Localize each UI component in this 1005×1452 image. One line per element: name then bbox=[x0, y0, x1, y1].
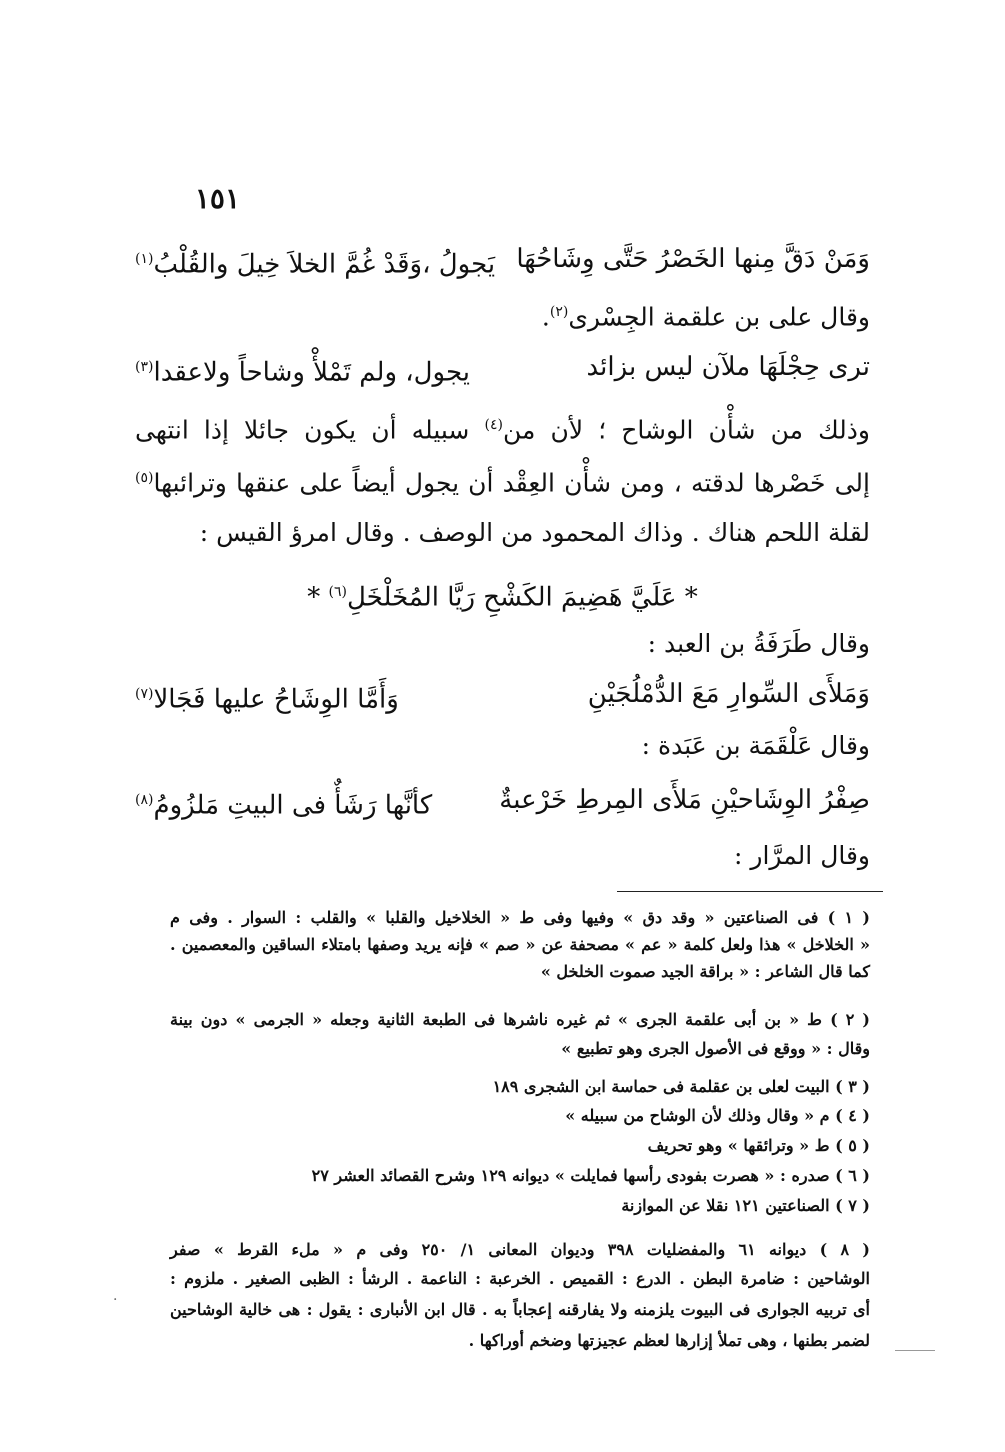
verse-5-second-hemistich bbox=[135, 778, 432, 828]
intro-jisri bbox=[542, 292, 870, 337]
intro-marrar: وقال المرَّار : bbox=[734, 841, 870, 870]
footnote-1-line-3: كما قال الشاعر : « براقة الجيد صموت الخلخل » bbox=[540, 962, 870, 981]
prose-line-1-b: سبيله أن يكون جائلا إذا انتهى bbox=[135, 415, 485, 445]
verse-4-second-hemistich bbox=[135, 672, 399, 722]
verse-5-second-text: كأنَّها رَشَأٌ فى البيتِ مَلزُومُ bbox=[153, 790, 433, 821]
prose-line-2-a: إلى خَصْرها لدقته ، ومن شأْن العِقْد أن يجول أيضاً على عنقها وترائبها bbox=[153, 468, 870, 498]
prose-line-3: لقلة اللحم هناك . وذاك المحمود من الوصف . وقال امرؤ القيس : bbox=[199, 518, 870, 547]
footnote-1-line-1: ( ١ ) فى الصناعتين « وقد دق » وفيها وفى ط « الخلاخيل والقلبا » والقلب : السوار . وفى م bbox=[170, 908, 870, 927]
verse-1-second-hemistich bbox=[135, 237, 495, 287]
verse-5-first-hemistich: صِفْرُ الوِشَاحيْنِ مَلأَى المِرطِ خَرْعبةٌ bbox=[499, 785, 870, 815]
footnote-7: ( ٧ ) الصناعتين ١٢١ نقلا عن الموازنة bbox=[621, 1196, 870, 1215]
footnote-ref-6: (٦) bbox=[328, 584, 347, 600]
prose-line-1 bbox=[135, 405, 870, 450]
verse-1-first-hemistich: وَمَنْ دَقَّ مِنها الخَصْرُ حَتَّى وِشَاحُهَا bbox=[516, 244, 870, 274]
footnote-3: ( ٣ ) البيت لعلى بن عقلمة فى حماسة ابن الشجرى ١٨٩ bbox=[492, 1077, 870, 1096]
intro-jisri-end: . bbox=[541, 302, 550, 332]
verse-4-first-hemistich: وَمَلأَى السِّوارِ مَعَ الدُّمْلُجَيْنِ bbox=[587, 679, 870, 709]
prose-line-2 bbox=[135, 458, 870, 503]
footnote-ref-8: (٨) bbox=[135, 792, 154, 808]
verse-3-star-end: * bbox=[307, 582, 321, 613]
footnote-5: ( ٥ ) ط « وترائقها » وهو تحريف bbox=[647, 1136, 870, 1155]
footnote-8-line-1: ( ٨ ) ديوانه ٦١ والمفضليات ٣٩٨ وديوان المعانى ١/ ٢٥٠ وفى م « ملء القرط » صفر bbox=[170, 1240, 870, 1259]
footnote-ref-3: (٣) bbox=[135, 359, 154, 375]
footnote-8-line-4: لضمر بطنها ، وهى تملأ إزارها لعظم عجيزتها وضخم أوراكها . bbox=[468, 1331, 870, 1350]
margin-speck: · bbox=[113, 1292, 118, 1308]
footnote-ref-1: (١) bbox=[135, 251, 154, 267]
verse-4 bbox=[135, 672, 870, 716]
verse-1 bbox=[135, 237, 870, 281]
footnote-ref-5: (٥) bbox=[135, 470, 154, 486]
verse-3-text: عَلَيَّ هَضِيمَ الكَشْحِ رَيَّا المُخَلْخَلِ bbox=[346, 582, 677, 613]
verse-3-star-start: * bbox=[684, 582, 698, 613]
footnote-8-line-2: الوشاحين : ضامرة البطن . الدرع : القميص . الخرعبة : الناعمة . الرشأ : الظبى الصغير . ملزوم : bbox=[170, 1269, 870, 1288]
footnote-separator bbox=[617, 891, 883, 892]
footnote-ref-2: (٢) bbox=[549, 304, 569, 320]
footnote-6: ( ٦ ) صدره : « هصرت بفودى رأسها فمايلت » ديوانه ١٢٩ وشرح القصائد العشر ٢٧ bbox=[311, 1166, 870, 1185]
intro-jisri-text: وقال على بن علقمة الجِسْرى bbox=[568, 302, 870, 332]
intro-tarafa: وقال طَرَفَةُ بن العبد : bbox=[647, 629, 870, 658]
intro-alqama: وقال عَلْقَمَة بن عَبَدة : bbox=[641, 731, 870, 760]
footnote-ref-7: (٧) bbox=[135, 686, 154, 702]
verse-2-second-hemistich bbox=[135, 345, 470, 395]
footnote-2-line-1: ( ٢ ) ط « بن أبى علقمة الجرى » ثم غيره ناشرها فى الطبعة الثانية وجعله « الجرمى » دون بينة bbox=[170, 1010, 870, 1029]
prose-line-1-a: وذلك من شأْن الوشاح ؛ لأن من bbox=[502, 415, 870, 445]
verse-3 bbox=[135, 570, 870, 620]
footnote-1-line-2: « الخلاخل » هذا ولعل كلمة « عم » مصحفة عن « صم » فإنه يريد وصفها بامتلاء الساقين والمعصمين . bbox=[170, 935, 871, 954]
footnote-2-line-2: وقال : « ووقع فى الأصول الجرى وهو تطبيع » bbox=[561, 1039, 870, 1058]
page-number: ١٥١ bbox=[194, 182, 240, 215]
verse-1-second-text: يَجولُ ،وَقَدْ غُمَّ الخلاَ خِيلَ والقُلْبُ bbox=[153, 249, 496, 280]
verse-4-second-text: وَأَمَّا الوِشَاحُ عليها فَجَالا bbox=[153, 684, 399, 715]
verse-5 bbox=[135, 778, 870, 822]
footnote-8-line-3: أى تربيه الجوارى فى البيوت يلزمنه ولا يفارقنه إعجاباً به . قال ابن الأنبارى : يقول : هى خالية الوشاحين bbox=[170, 1300, 870, 1319]
verse-2-second-text: يجول، ولم تَمْلأْ وشاحاً ولاعقدا bbox=[153, 357, 471, 388]
verse-2 bbox=[135, 345, 870, 389]
footnote-4: ( ٤ ) م « وقال وذلك لأن الوشاح من سبيله » bbox=[565, 1106, 870, 1125]
footnote-ref-4: (٤) bbox=[484, 417, 503, 433]
bottom-dash bbox=[895, 1350, 935, 1351]
verse-2-first-hemistich: ترى حِجْلَهَا ملآن ليس بزائد bbox=[586, 352, 870, 382]
